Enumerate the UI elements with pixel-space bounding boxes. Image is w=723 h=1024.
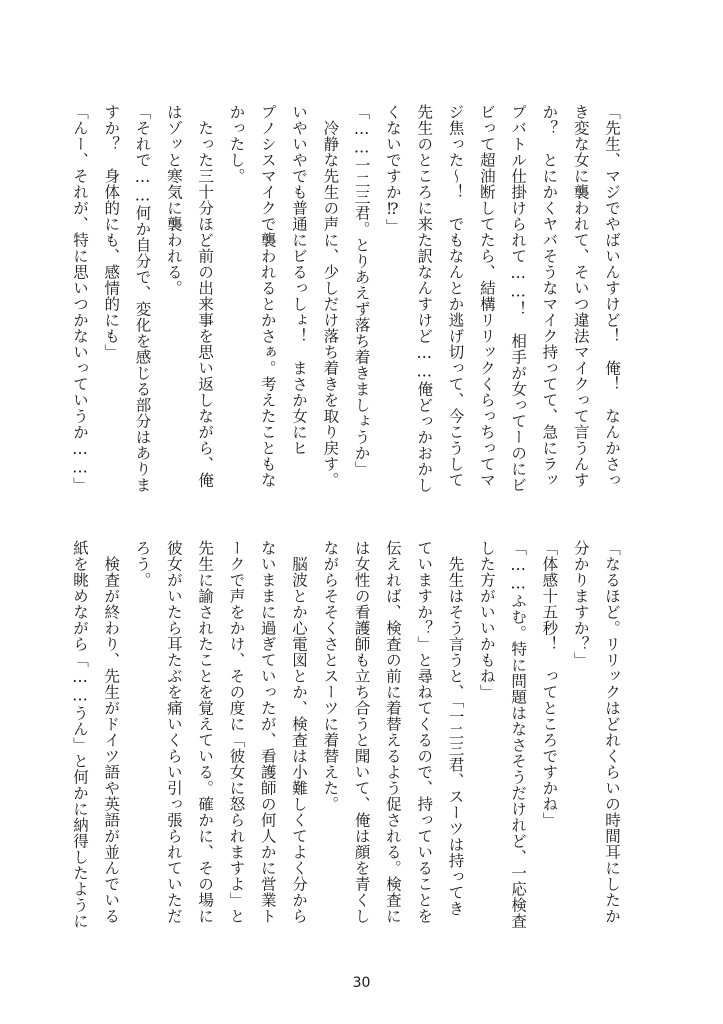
text-line: 「体感十五秒！ ってところですかね」 [540,540,559,828]
text-line: 「んー、それが、特に思いつかないっていうか……」 [70,104,89,493]
text-line: ビって超油断してたら、結構リリックくらっちってマ [477,104,496,488]
text-line: すか？ 身体的にも、感情的にも」 [102,104,121,360]
text-line: 「……ふむ。特に問題はなさそうだけれど、一応検査 [509,540,528,929]
text-line: くないですか⁉」 [383,104,402,235]
text-line: 伝えれば、検査の前に着替えるよう促される。検査に [383,540,402,924]
text-line: プバトル仕掛けられて……！ 相手が女ってーのにビ [509,104,528,493]
text-line: 「なるほど。リリックはどれくらいの時間耳にしたか [603,540,621,924]
text-line: かったし。 [227,104,246,184]
text-line: き変な女に襲われて、そいつ違法マイクって言うんす [571,104,590,488]
text-line: 脳波とか心電図とか、検査は小難しくてよく分から [290,540,309,924]
text-line: プノシスマイクで襲われるとかさぁ。考えたこともな [258,104,277,488]
text-line: ろう。 [133,540,152,588]
lower-text-block [70,540,627,932]
text-line: ークで声をかけ、その度に「彼女に怒られますよ」と [227,540,246,924]
text-line: いやいやでも普通にビるっしょ！ まさか女にヒ [290,104,309,456]
text-line: した方がいいかもね」 [477,540,496,700]
page-number: 30 [352,975,371,991]
text-line: 冷静な先生の声に、少しだけ落ち着きを取り戻す。 [321,104,340,488]
text-line: 分かりますか？」 [571,540,590,668]
text-line: 紙を眺めながら「……うん」と何かに納得したように [70,540,89,929]
text-line: 先生に諭されたことを覚えている。確かに、その場に [196,540,215,924]
text-line: は女性の看護師も立ち合うと聞いて、俺は顔を青くし [352,540,371,924]
text-line: 先生はそう言うと、「一二三君、スーツは持ってき [446,540,465,917]
upper-text-block [70,104,627,493]
text-line: はゾッと寒気に襲われる。 [164,104,183,296]
text-line: ないままに過ぎていったが、看護師の何人かに営業ト [258,540,277,924]
text-line: ながらそそくさとスーツに着替えた。 [321,540,340,812]
text-line: 検査が終わり、先生がドイツ語や英語が並んでいる [102,540,121,924]
text-line: たった三十分ほど前の出来事を思い返しながら、俺 [196,104,215,488]
text-line: か？ とにかくヤバそうなマイク持ってて、急にラッ [540,104,559,488]
text-line: 彼女がいたら耳たぶを痛いくらい引っ張られていただ [164,540,183,924]
text-line: 先生のところに来た訳なんすけど……俺どっかおかし [415,104,434,493]
text-line: 「先生、マジでやばいんすけど！ 俺！ なんかさっ [603,104,621,488]
text-line: ていますか？」と尋ねてくるので、持っていることを [415,540,434,924]
text-line: ジ焦った～！ でもなんとか逃げ切って、今こうして [446,104,465,488]
text-line: 「……一二三君。とりあえず落ち着きましょうか」 [352,104,371,477]
text-line: 「それで……何か自分で、変化を感じる部分はありま [133,104,152,493]
